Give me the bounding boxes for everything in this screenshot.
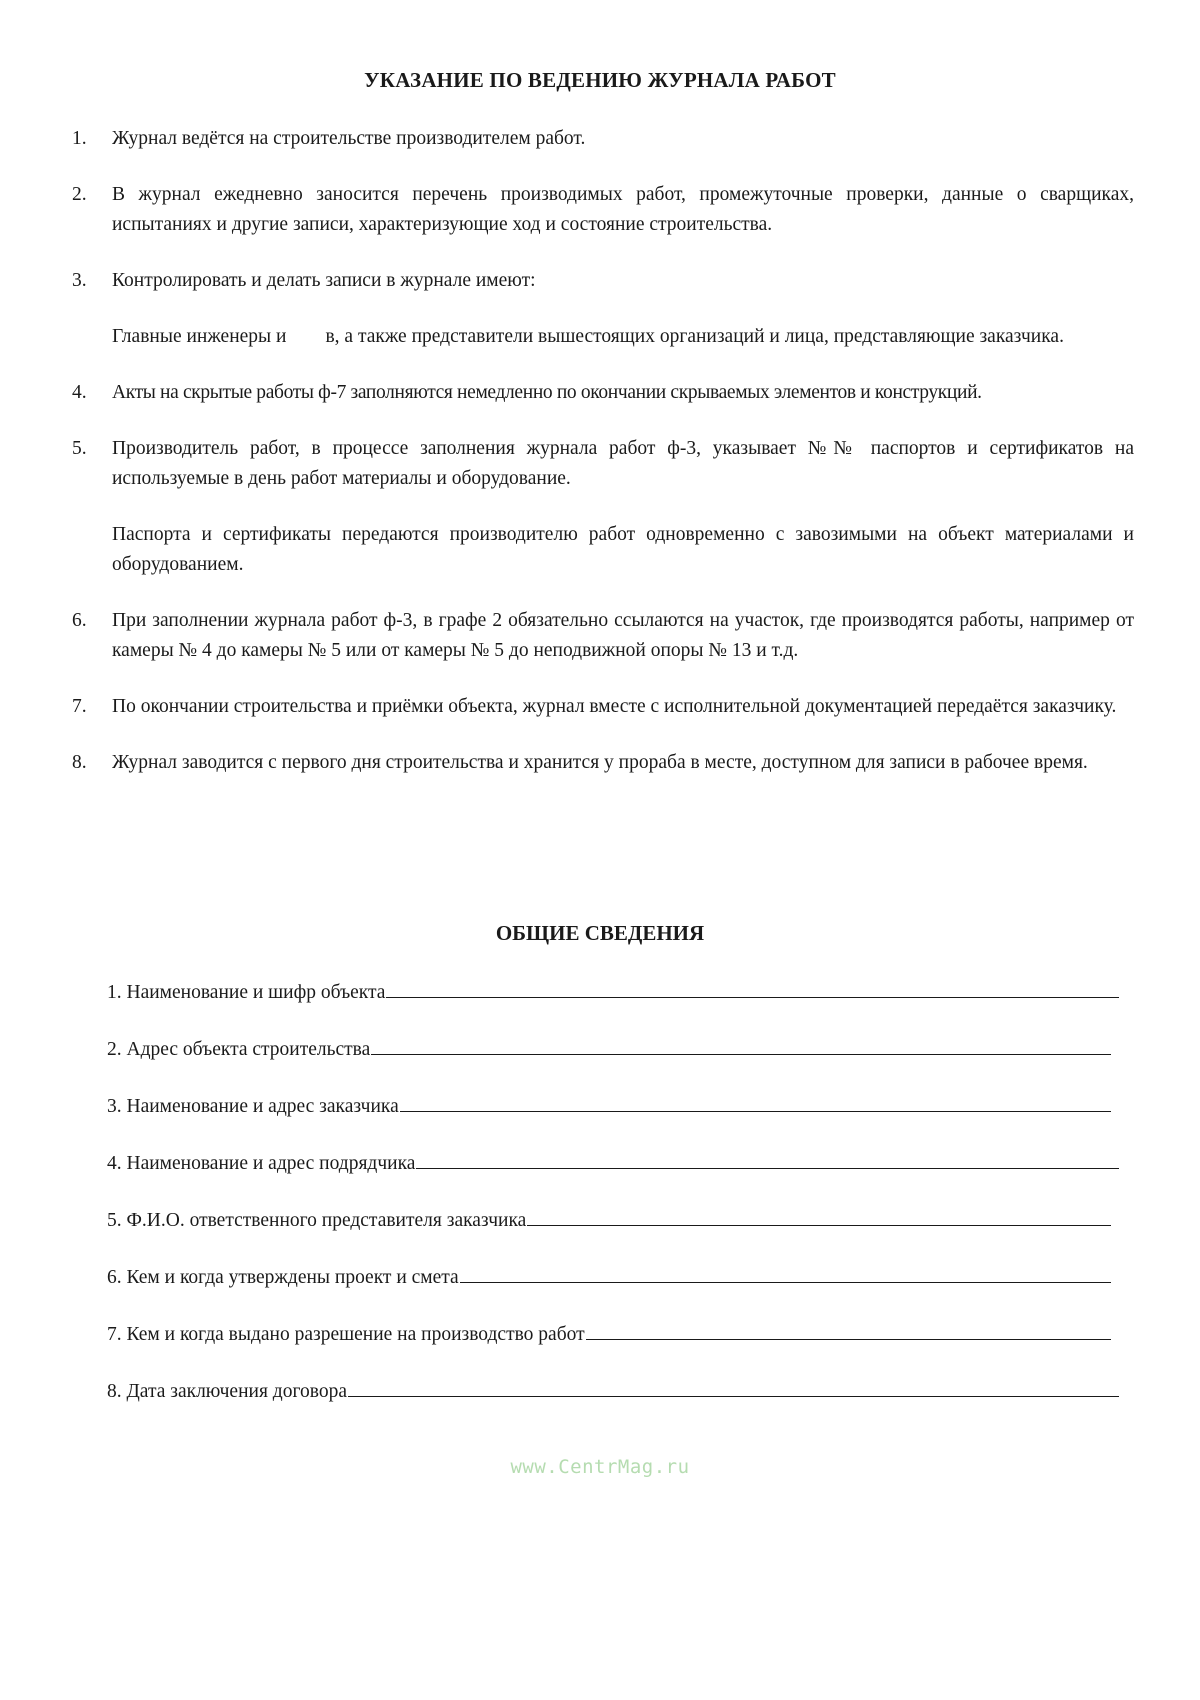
rule-number: 8. (72, 752, 87, 773)
rule-item-6 (72, 606, 1134, 666)
general-info-title: ОБЩИЕ СВЕДЕНИЯ (495, 921, 705, 945)
field-customer[interactable] (107, 1088, 1111, 1118)
field-label: 4. Наименование и адрес подрядчика (107, 1153, 416, 1174)
field-label: 5. Ф.И.О. ответственного представителя заказчика (107, 1210, 527, 1231)
document-title: УКАЗАНИЕ ПО ВЕДЕНИЮ ЖУРНАЛА РАБОТ (364, 68, 836, 92)
rule-text: Контролировать и делать записи в журнале имеют: (112, 270, 536, 291)
field-label: 2. Адрес объекта строительства (107, 1039, 371, 1060)
field-label: 6. Кем и когда утверждены проект и смета (107, 1267, 459, 1288)
field-customer-representative[interactable] (107, 1202, 1111, 1232)
rule-item-1 (72, 124, 1134, 154)
fill-line[interactable] (371, 1054, 1111, 1055)
field-work-permit[interactable] (107, 1316, 1111, 1346)
field-contract-date[interactable] (107, 1373, 1119, 1403)
rule-item-7 (72, 692, 1134, 722)
rule-number: 4. (72, 382, 87, 403)
field-label: 1. Наименование и шифр объекта (107, 982, 386, 1003)
rule-number: 1. (72, 128, 87, 149)
watermark-text: www.CentrMag.ru (510, 1456, 690, 1478)
rule-text: Журнал ведётся на строительстве производителем работ. (112, 128, 586, 149)
rule-number: 6. (72, 610, 87, 631)
field-label: 7. Кем и когда выдано разрешение на производство работ (107, 1324, 585, 1345)
field-object-address[interactable] (107, 1031, 1111, 1061)
general-info-fields (107, 974, 1119, 1430)
rule-number: 2. (72, 184, 87, 205)
rule-text: Журнал заводится с первого дня строительства и хранится у прораба в месте, доступном для записи в рабочее время. (112, 752, 1088, 773)
rule-item-3 (72, 266, 1134, 352)
field-object-name[interactable] (107, 974, 1119, 1004)
fill-line[interactable] (400, 1111, 1111, 1112)
rules-list (72, 124, 1134, 804)
rule-item-4 (72, 378, 1134, 408)
fill-line[interactable] (586, 1339, 1111, 1340)
fill-line[interactable] (348, 1396, 1119, 1397)
field-label: 3. Наименование и адрес заказчика (107, 1096, 399, 1117)
field-project-approval[interactable] (107, 1259, 1111, 1289)
rule-text-continued: Паспорта и сертификаты передаются производителю работ одновременно с завозимыми на объект материалами и оборудованием. (112, 524, 1134, 575)
fill-line[interactable] (386, 997, 1119, 998)
fill-line[interactable] (527, 1225, 1111, 1226)
rule-item-8 (72, 748, 1134, 778)
rule-number: 5. (72, 438, 87, 459)
rule-item-5 (72, 434, 1134, 580)
rule-text: Акты на скрытые работы ф-7 заполняются немедленно по окончании скрываемых элементов и конструкций. (112, 382, 982, 403)
rule-text: При заполнении журнала работ ф-3, в графе 2 обязательно ссылаются на участок, где производятся работы, например от камеры № 4 до камеры № 5 или от камеры № 5 до неподвижной опоры № 13 и т.д. (112, 610, 1134, 661)
field-label: 8. Дата заключения договора (107, 1381, 347, 1402)
rule-number: 7. (72, 696, 87, 717)
fill-line[interactable] (460, 1282, 1111, 1283)
rule-text: В журнал ежедневно заносится перечень производимых работ, промежуточные проверки, данные о сварщиках, испытаниях и другие записи, характеризующие ход и состояние строительства. (112, 184, 1134, 235)
rule-text: По окончании строительства и приёмки объекта, журнал вместе с исполнительной документацией передаётся заказчику. (112, 696, 1117, 717)
rule-text: Производитель работ, в процессе заполнения журнала работ ф-3, указывает №№ паспортов и сертификатов на используемые в день работ материалы и оборудование. (112, 438, 1134, 489)
fill-line[interactable] (416, 1168, 1119, 1169)
rule-number: 3. (72, 270, 87, 291)
rule-item-2 (72, 180, 1134, 240)
rule-text-continued: Главные инженеры и в, а также представители вышестоящих организаций и лица, представляющие заказчика. (112, 326, 1064, 347)
field-contractor[interactable] (107, 1145, 1119, 1175)
